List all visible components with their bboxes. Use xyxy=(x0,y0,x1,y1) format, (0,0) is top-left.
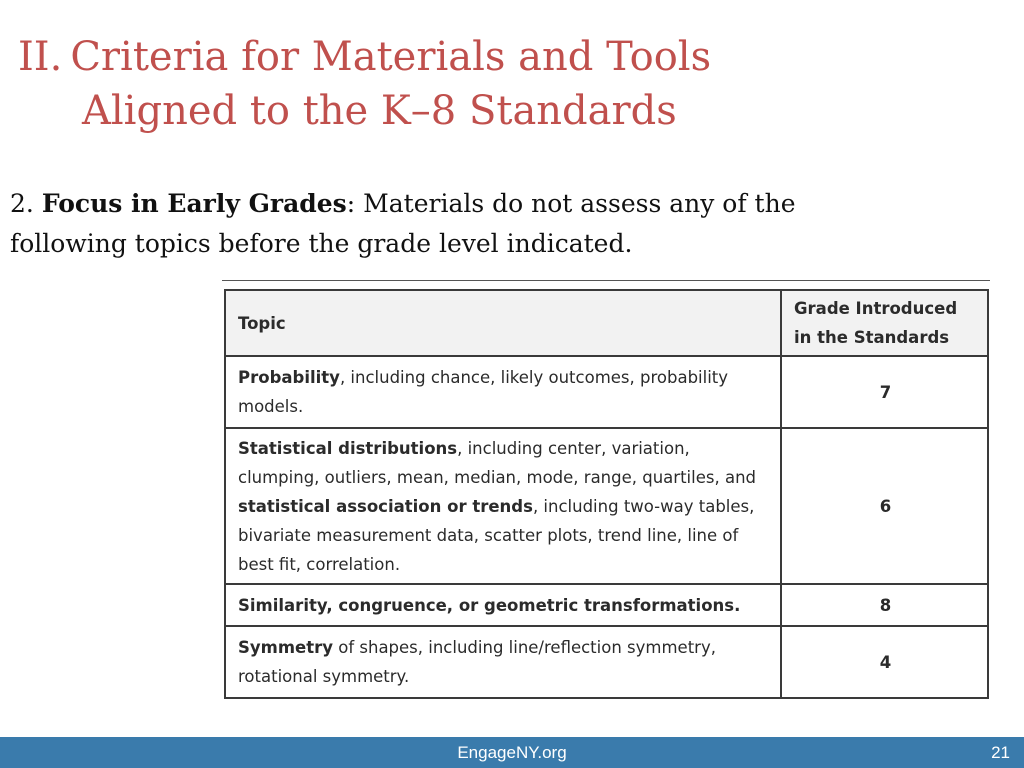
topic-cell xyxy=(225,584,781,626)
slide-title xyxy=(18,30,1008,138)
intro-paragraph xyxy=(10,184,1000,264)
header-grade-line-2: in the Standards xyxy=(794,328,950,347)
intro-text-1: Materials do not assess any of the xyxy=(355,189,796,218)
title-number: II. xyxy=(18,34,63,80)
topic-text-2: , including two-way tables, bivariate measurement data, scatter plots, trend line, line of best fit, correlation. xyxy=(238,496,755,574)
grade-cell: 4 xyxy=(781,626,988,698)
topic-text: , including center, variation, clumping, outliers, mean, median, mode, range, quartiles, and xyxy=(238,438,756,487)
intro-text-2: following topics before the grade level indicated. xyxy=(10,229,633,258)
topic-strong: Statistical distributions xyxy=(238,438,458,458)
topic-cell xyxy=(225,626,781,698)
topic-cell xyxy=(225,428,781,584)
grade-cell: 8 xyxy=(781,584,988,626)
header-topic: Topic xyxy=(225,290,781,356)
grade-cell: 6 xyxy=(781,428,988,584)
title-line-2: Aligned to the K–8 Standards xyxy=(82,88,677,134)
header-grade xyxy=(781,290,988,356)
criteria-table xyxy=(224,289,989,699)
footer-site: EngageNY.org xyxy=(457,743,567,762)
table-header-row xyxy=(225,290,988,356)
table-row xyxy=(225,428,988,584)
title-line-1 xyxy=(18,30,1008,84)
table-row xyxy=(225,584,988,626)
header-grade-line-1: Grade Introduced xyxy=(794,299,958,318)
topic-strong: Symmetry xyxy=(238,638,333,657)
grade-cell: 7 xyxy=(781,356,988,428)
table-row xyxy=(225,356,988,428)
topic-text: of shapes, including line/reflection symmetry, rotational symmetry. xyxy=(238,638,716,686)
topic-cell xyxy=(225,356,781,428)
intro-heading: Focus in Early Grades xyxy=(41,189,347,218)
topic-strong: Similarity, congruence, or geometric transformations. xyxy=(238,595,741,615)
criteria-table-container xyxy=(222,280,990,709)
topic-strong-2: statistical association or trends xyxy=(238,496,533,516)
intro-colon: : xyxy=(346,189,356,218)
title-text-1: Criteria for Materials and Tools xyxy=(70,34,712,80)
intro-number: 2. xyxy=(10,189,34,218)
topic-text: , including chance, likely outcomes, probability models. xyxy=(238,368,729,416)
footer-bar xyxy=(0,737,1024,768)
table-row xyxy=(225,626,988,698)
topic-strong: Probability xyxy=(238,368,340,387)
page-number: 21 xyxy=(991,743,1010,762)
